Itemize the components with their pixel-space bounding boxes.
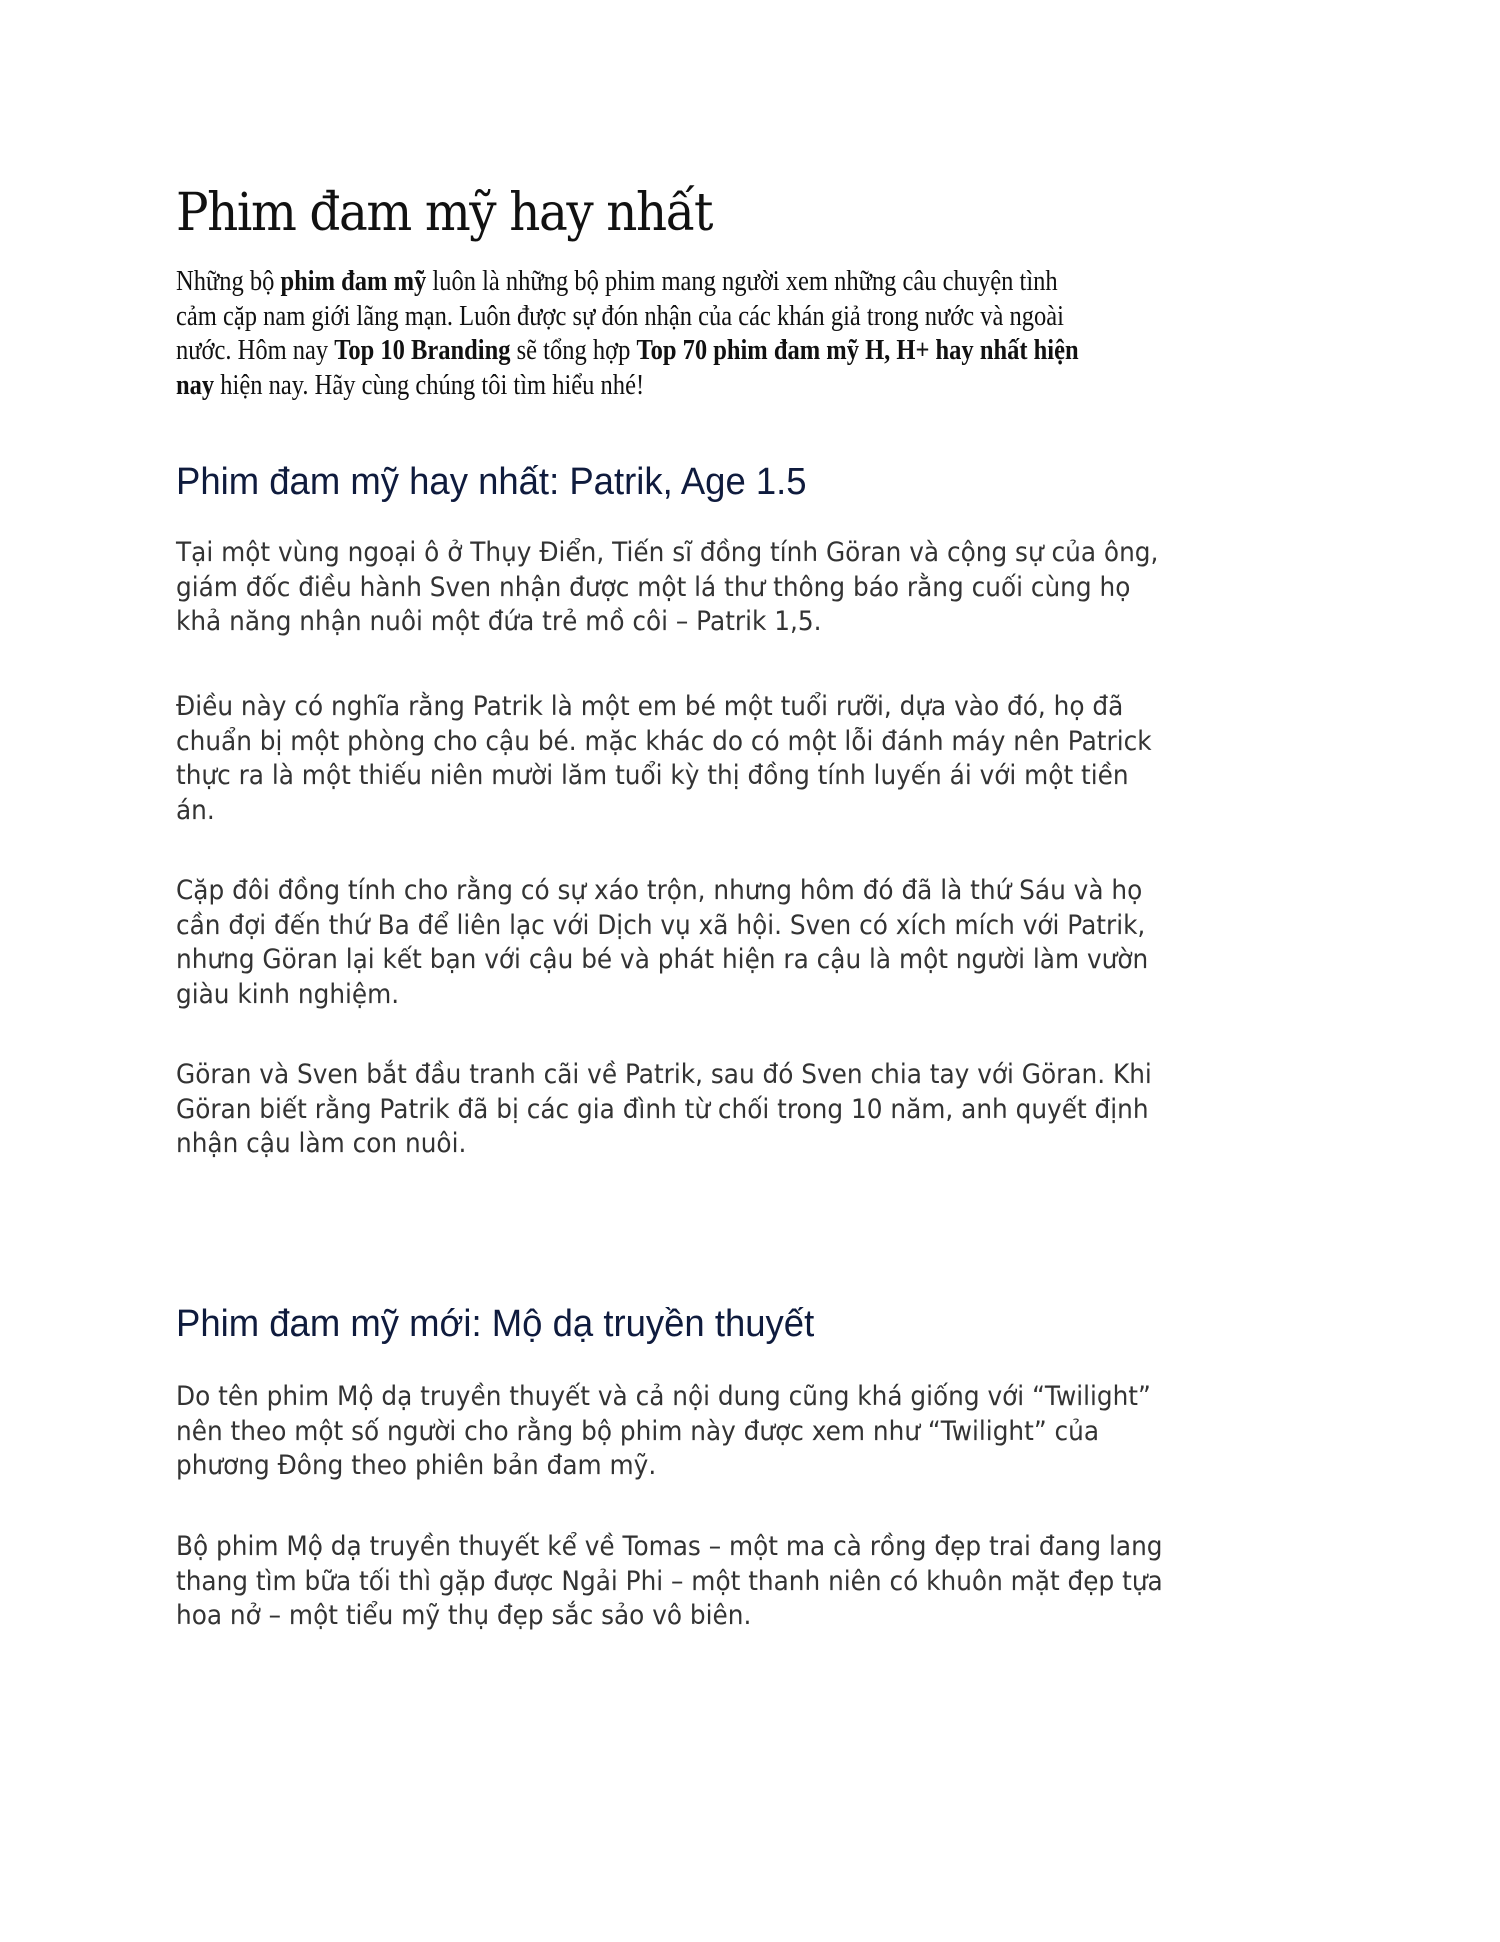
text-line: Điều này có nghĩa rằng Patrik là một em bé một tuổi rưỡi, dựa vào đó, họ đã	[176, 691, 1124, 722]
text-line: Do tên phim Mộ dạ truyền thuyết và cả nội dung cũng khá giống với “Twilight”	[176, 1381, 1151, 1412]
intro-run: nước. Hôm nay	[176, 335, 335, 367]
text-line: thang tìm bữa tối thì gặp được Ngải Phi – một thanh niên có khuôn mặt đẹp tựa	[176, 1565, 1163, 1597]
intro-run-bold: Top 70 phim đam mỹ H, H+ hay nhất hiện	[636, 335, 1079, 367]
section-1-paragraph-3	[176, 874, 1298, 1012]
text-line: Göran biết rằng Patrik đã bị các gia đình từ chối trong 10 năm, anh quyết định	[176, 1093, 1149, 1125]
section-1-paragraph-1	[176, 536, 1298, 640]
text-line: Bộ phim Mộ dạ truyền thuyết kể về Tomas – một ma cà rồng đẹp trai đang lang	[176, 1531, 1163, 1562]
text-line: Tại một vùng ngoại ô ở Thụy Điển, Tiến sĩ đồng tính Göran và cộng sự của ông,	[176, 537, 1159, 568]
text-line: nhận cậu làm con nuôi.	[176, 1128, 467, 1159]
intro-run-bold: phim đam mỹ	[280, 266, 427, 297]
text-line: nhưng Göran lại kết bạn với cậu bé và phát hiện ra cậu là một người làm vườn	[176, 944, 1149, 975]
intro-run: sẽ tổng hợp	[510, 335, 637, 367]
intro-run-bold: Top 10 Branding	[334, 335, 511, 367]
intro-run: Những bộ	[176, 266, 281, 297]
section-1-paragraph-2	[176, 690, 1298, 828]
text-line: Göran và Sven bắt đầu tranh cãi về Patrik, sau đó Sven chia tay với Göran. Khi	[176, 1059, 1152, 1090]
section-heading-patrik: Phim đam mỹ hay nhất: Patrik, Age 1.5	[176, 461, 807, 503]
intro-run: luôn là những bộ phim mang người xem những câu chuyện tình	[426, 266, 1058, 297]
text-line: giám đốc điều hành Sven nhận được một lá thư thông báo rằng cuối cùng họ	[176, 571, 1131, 603]
text-line: chuẩn bị một phòng cho cậu bé. mặc khác do có một lỗi đánh máy nên Patrick	[176, 725, 1152, 757]
section-2-paragraph-1	[176, 1380, 1298, 1484]
text-line: cần đợi đến thứ Ba để liên lạc với Dịch vụ xã hội. Sven có xích mích với Patrik,	[176, 909, 1146, 941]
text-line: thực ra là một thiếu niên mười lăm tuổi kỳ thị đồng tính luyến ái với một tiền	[176, 760, 1129, 791]
section-2-paragraph-2	[176, 1530, 1298, 1634]
intro-line	[176, 300, 1242, 335]
text-line: Cặp đôi đồng tính cho rằng có sự xáo trộn, nhưng hôm đó đã là thứ Sáu và họ	[176, 875, 1143, 906]
intro-paragraph	[176, 265, 1242, 403]
text-line: phương Đông theo phiên bản đam mỹ.	[176, 1450, 657, 1481]
document-title: Phim đam mỹ hay nhất	[176, 183, 713, 243]
text-line: hoa nở – một tiểu mỹ thụ đẹp sắc sảo vô biên.	[176, 1600, 752, 1631]
intro-line	[176, 369, 1242, 404]
text-line: nên theo một số người cho rằng bộ phim này được xem như “Twilight” của	[176, 1415, 1100, 1447]
text-line: án.	[176, 794, 215, 826]
text-line: khả năng nhận nuôi một đứa trẻ mồ côi – Patrik 1,5.	[176, 606, 822, 637]
intro-run-bold: nay	[176, 369, 215, 401]
section-heading-mo-da-truyen-thuyet: Phim đam mỹ mới: Mộ dạ truyền thuyết	[176, 1303, 815, 1345]
intro-run: cảm cặp nam giới lãng mạn. Luôn được sự đón nhận của các khán giả trong nước và ngoài	[176, 300, 1064, 332]
intro-line	[176, 334, 1242, 369]
section-1-paragraph-4	[176, 1058, 1298, 1162]
text-line: giàu kinh nghiệm.	[176, 978, 400, 1010]
intro-line	[176, 265, 1242, 300]
intro-run: hiện nay. Hãy cùng chúng tôi tìm hiểu nhé!	[214, 369, 645, 401]
